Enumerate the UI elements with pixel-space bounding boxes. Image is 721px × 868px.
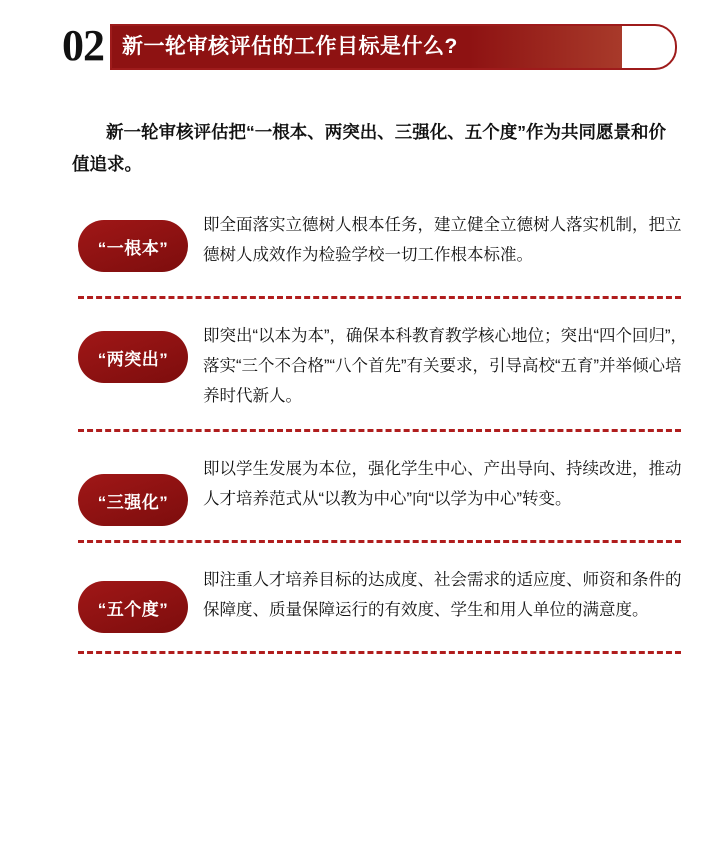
list-item: [78, 452, 693, 522]
intro-paragraph: 新一轮审核评估把“一根本、两突出、三强化、五个度”作为共同愿景和价值追求。: [72, 122, 666, 174]
item-description: 即突出“以本为本”，确保本科教育教学核心地位；突出“四个回归”，落实“三个不合格”“八个首先”有关要求，引导高校“五育”并举倾心培养时代新人。: [203, 327, 687, 405]
item-badge: “一根本”: [78, 220, 188, 272]
list-item: [78, 208, 693, 278]
divider: [78, 651, 681, 654]
section-number: 02: [62, 21, 104, 70]
item-description: 即注重人才培养目标的达成度、社会需求的适应度、师资和条件的保障度、质量保障运行的有效度、学生和用人单位的满意度。: [203, 571, 682, 619]
item-badge: “五个度”: [78, 581, 188, 633]
divider: [78, 296, 681, 299]
divider: [78, 540, 681, 543]
list-item: [78, 319, 693, 411]
page-title: 新一轮审核评估的工作目标是什么?: [122, 35, 458, 58]
item-badge: “三强化”: [78, 474, 188, 526]
section-header: [62, 21, 677, 70]
item-description: 即以学生发展为本位，强化学生中心、产出导向、持续改进，推动人才培养范式从“以教为中心”向“以学为中心”转变。: [203, 460, 682, 508]
list-item: [78, 563, 693, 633]
item-description: 即全面落实立德树人根本任务，建立健全立德树人落实机制，把立德树人成效作为检验学校一切工作根本标准。: [203, 216, 682, 264]
item-badge: “两突出”: [78, 331, 188, 383]
divider: [78, 429, 681, 432]
